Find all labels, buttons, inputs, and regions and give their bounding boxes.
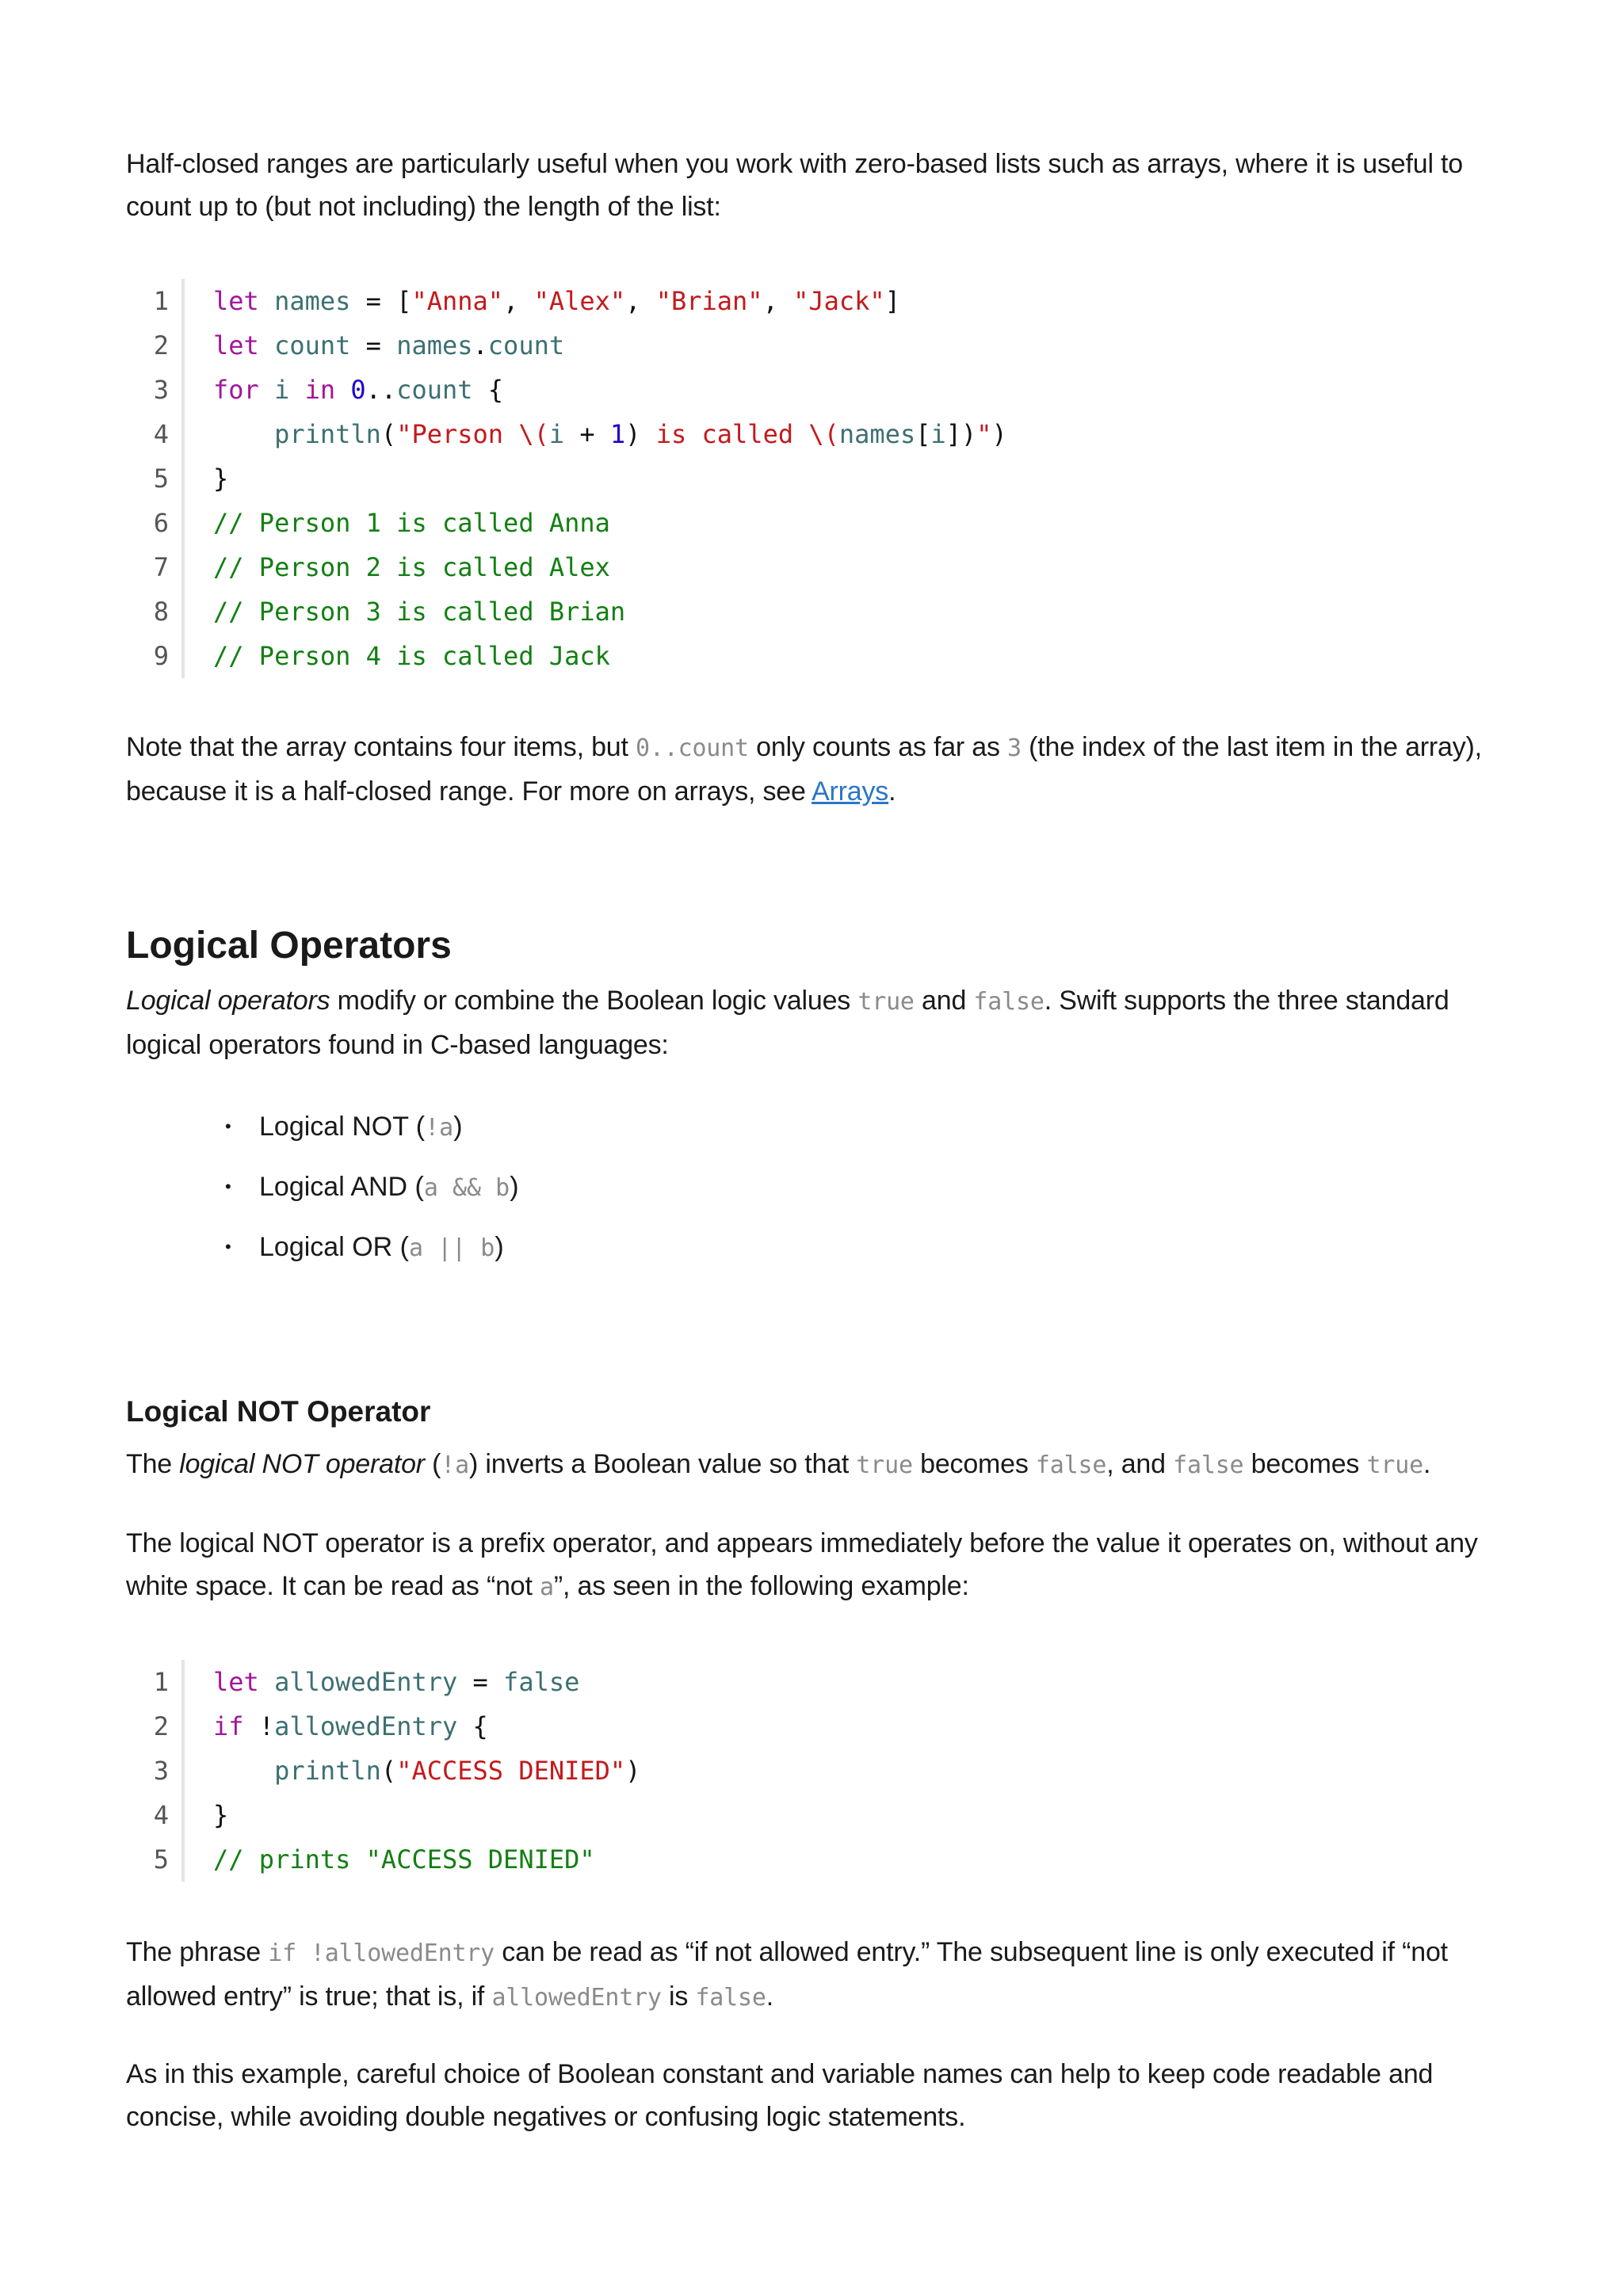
line-number: 3 xyxy=(153,375,169,405)
code-line: let allowedEntry = false xyxy=(213,1667,580,1697)
code-comment: // Person 3 is called Brian xyxy=(213,597,626,627)
code-comment: // Person 1 is called Anna xyxy=(213,508,610,538)
inline-code: false xyxy=(1173,1451,1244,1479)
not-operator-paragraph: The logical NOT operator (!a) inverts a Boolean value so that true becomes false, and false becomes true. xyxy=(126,1449,1431,1479)
bullet-icon: • xyxy=(225,1116,231,1136)
code-line: let names = ["Anna", "Alex", "Brian", "Jack"] xyxy=(213,286,900,316)
code-line: } xyxy=(213,463,229,494)
inline-code: a || b xyxy=(408,1234,495,1262)
prefix-operator-paragraph: The logical NOT operator is a prefix operator, and appears immediately before the value it operates on, without any white space. It can be read as “not a”, as seen in the following example: xyxy=(126,1528,1478,1601)
line-number: 1 xyxy=(153,286,169,316)
inline-code: allowedEntry xyxy=(491,1984,662,2012)
line-number: 5 xyxy=(153,463,169,494)
inline-code: false xyxy=(695,1984,766,2012)
section-title: Logical Operators xyxy=(126,925,452,967)
code-line: } xyxy=(213,1800,229,1830)
list-item: • Logical AND (a && b) xyxy=(126,1158,1497,1218)
code-comment: // Person 2 is called Alex xyxy=(213,552,610,582)
line-number-gutter xyxy=(126,1660,185,1882)
line-number: 8 xyxy=(153,597,169,627)
line-number: 2 xyxy=(153,330,169,360)
operator-list xyxy=(126,1097,1497,1278)
inline-code: true xyxy=(856,1451,913,1479)
inline-code: 0..count xyxy=(636,734,749,762)
line-number: 6 xyxy=(153,508,169,538)
inline-code: true xyxy=(1366,1451,1423,1479)
bullet-icon: • xyxy=(225,1177,231,1196)
inline-code: !a xyxy=(441,1451,470,1479)
line-number: 1 xyxy=(153,1667,169,1697)
line-number: 2 xyxy=(153,1711,169,1741)
code-lines xyxy=(213,279,1007,678)
code-lines xyxy=(213,1660,640,1882)
subsection-title: Logical NOT Operator xyxy=(126,1395,431,1428)
code-line: println("Person \(i + 1) is called \(names[i])") xyxy=(274,419,1007,449)
note-paragraph: Note that the array contains four items, but 0..count only counts as far as 3 (the index of the last item in the array), because it is a half-closed range. For more on arrays, see Arrays. xyxy=(126,732,1482,807)
line-number: 4 xyxy=(153,1800,169,1830)
code-line: println("ACCESS DENIED") xyxy=(274,1756,641,1786)
code-comment: // prints "ACCESS DENIED" xyxy=(213,1844,595,1875)
section-intro-paragraph: Logical operators modify or combine the Boolean logic values true and false. Swift supports the three standard logical operators found in C-based languages: xyxy=(126,986,1449,1060)
line-number: 3 xyxy=(153,1756,169,1786)
line-number: 9 xyxy=(153,641,169,671)
intro-paragraph: Half-closed ranges are particularly useful when you work with zero-based lists such as arrays, where it is useful to count up to (but not including) the length of the list: xyxy=(126,149,1463,222)
arrays-link[interactable]: Arrays xyxy=(812,776,889,807)
code-line: for i in 0..count { xyxy=(213,375,504,405)
inline-code: 3 xyxy=(1007,734,1022,762)
inline-code: !a xyxy=(425,1114,454,1142)
inline-code: if !allowedEntry xyxy=(268,1939,495,1967)
code-line: let count = names.count xyxy=(213,330,565,360)
bullet-icon: • xyxy=(225,1237,231,1257)
line-number-gutter xyxy=(126,279,185,678)
inline-code: false xyxy=(1035,1451,1107,1479)
phrase-paragraph: The phrase if !allowedEntry can be read as “if not allowed entry.” The subsequent line is only executed if “not allowed entry” is true; that is, if allowedEntry is false. xyxy=(126,1937,1448,2012)
line-number: 4 xyxy=(153,419,169,449)
inline-code: a xyxy=(540,1573,554,1601)
code-line: if !allowedEntry { xyxy=(213,1711,488,1741)
inline-code: false xyxy=(973,988,1044,1016)
inline-code: true xyxy=(857,988,915,1016)
code-block-names-loop xyxy=(126,279,1315,678)
closing-paragraph: As in this example, careful choice of Boolean constant and variable names can help to keep code readable and concise, while avoiding double negatives or confusing logic statements. xyxy=(126,2059,1434,2132)
line-number: 7 xyxy=(153,552,169,582)
list-item: • Logical OR (a || b) xyxy=(126,1218,1497,1278)
code-comment: // Person 4 is called Jack xyxy=(213,641,610,671)
inline-code: a && b xyxy=(423,1174,510,1202)
list-item: • Logical NOT (!a) xyxy=(126,1097,1497,1158)
code-block-allowed-entry xyxy=(126,1660,1315,1882)
line-number: 5 xyxy=(153,1844,169,1875)
